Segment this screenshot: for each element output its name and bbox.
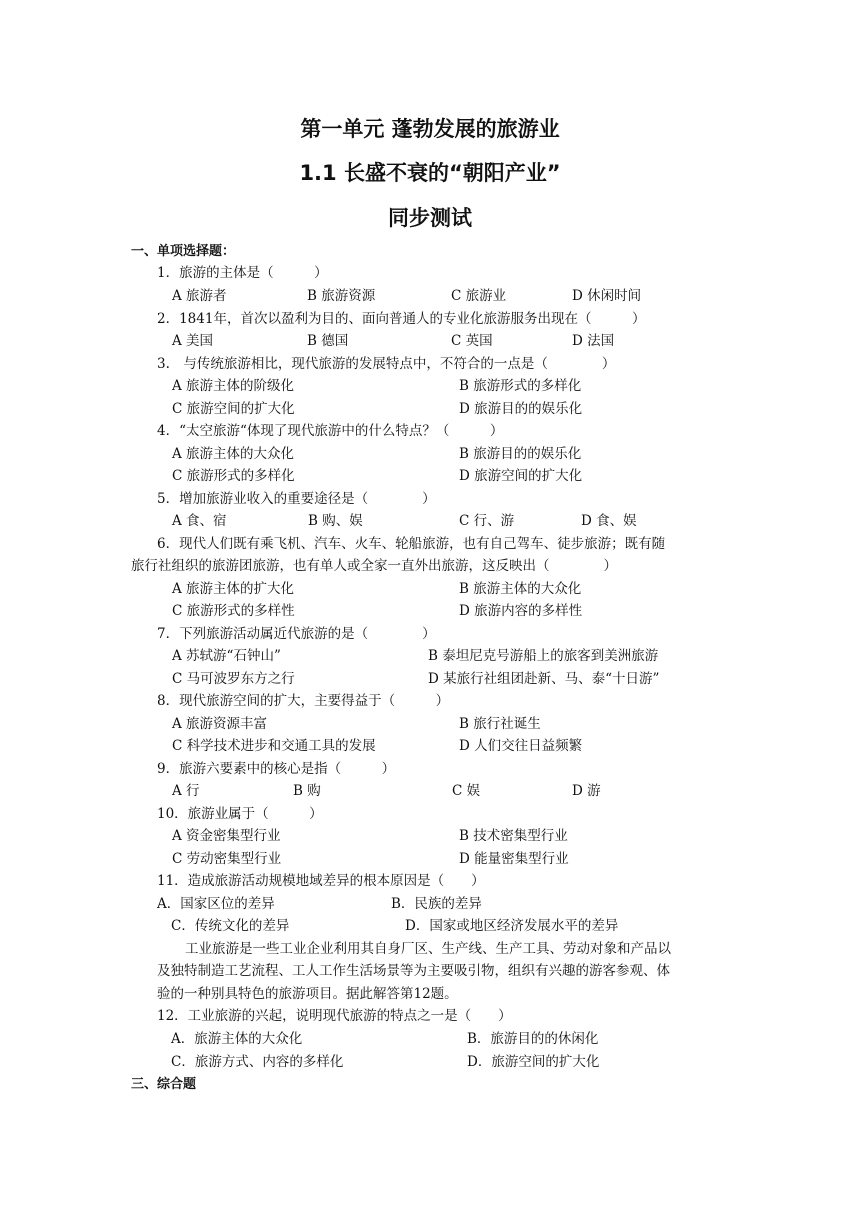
question-stem: 4．“太空旅游“体现了现代旅游中的什么特点？（ ）: [157, 423, 504, 439]
option-c: C 娱: [452, 783, 481, 799]
option-b: B 旅游形式的多样化: [459, 378, 582, 394]
option-c: C 旅游空间的扩大化: [172, 401, 295, 417]
option-c: C 旅游业: [451, 288, 507, 304]
option-d: D．国家或地区经济发展水平的差异: [405, 918, 619, 934]
option-d: D 人们交往日益频繁: [459, 738, 583, 754]
question-stem: 6．现代人们既有乘飞机、汽车、火车、轮船旅游，也有自己驾车、徒步旅游；既有随: [157, 536, 666, 552]
option-d: D 食、娱: [581, 513, 637, 529]
option-b: B 旅游目的的娱乐化: [459, 446, 582, 462]
option-a: A．旅游主体的大众化: [171, 1031, 303, 1047]
option-b: B．旅游目的的休闲化: [467, 1031, 599, 1047]
option-d: D 能量密集型行业: [459, 851, 569, 867]
question-stem: 1．旅游的主体是（ ）: [157, 265, 328, 281]
option-a: A．国家区位的差异: [157, 896, 275, 912]
option-a: A 苏轼游“石钟山”: [172, 648, 281, 664]
option-b: B．民族的差异: [391, 896, 482, 912]
lesson-title: 1.1 长盛不衰的“朝阳产业”: [299, 161, 561, 185]
passage-line: 工业旅游是一些工业企业利用其自身厂区、生产线、生产工具、劳动对象和产品以: [185, 941, 671, 957]
option-c: C 行、游: [459, 513, 515, 529]
option-a: A 旅游者: [172, 288, 227, 304]
option-b: B 购: [293, 783, 321, 799]
option-a: A 旅游主体的阶级化: [172, 378, 295, 394]
question-stem: 11．造成旅游活动规模地域差异的根本原因是（ ）: [157, 873, 485, 889]
question-stem: 10．旅游业属于（ ）: [157, 806, 323, 822]
option-d: D 旅游内容的多样性: [459, 603, 583, 619]
question-stem: 12．工业旅游的兴起，说明现代旅游的特点之一是（ ）: [157, 1008, 512, 1024]
option-a: A 美国: [172, 333, 214, 349]
passage-line: 验的一种别具特色的旅游项目。据此解答第12题。: [157, 986, 458, 1002]
option-a: A 旅游资源丰富: [172, 716, 268, 732]
passage-line: 及独特制造工艺流程、工人工作生活场景等为主要吸引物，组织有兴趣的游客参观、体: [157, 963, 670, 979]
option-b: B 技术密集型行业: [459, 828, 568, 844]
option-d: D 法国: [572, 333, 615, 349]
option-a: A 资金密集型行业: [172, 828, 281, 844]
option-b: B 旅行社诞生: [459, 716, 541, 732]
option-b: B 泰坦尼克号游船上的旅客到美洲旅游: [428, 648, 659, 664]
option-a: A 旅游主体的扩大化: [172, 581, 295, 597]
option-c: C 旅游形式的多样化: [172, 468, 295, 484]
option-a: A 食、宿: [172, 513, 227, 529]
option-d: D 旅游空间的扩大化: [459, 468, 583, 484]
option-c: C 科学技术进步和交通工具的发展: [172, 738, 376, 754]
option-b: B 购、娱: [308, 513, 363, 529]
question-stem: 2．1841年，首次以盈利为目的、面向普通人的专业化旅游服务出现在（ ）: [157, 311, 646, 327]
question-stem: 3. 与传统旅游相比，现代旅游的发展特点中，不符合的一点是（ ）: [157, 356, 616, 372]
option-b: B 旅游资源: [307, 288, 376, 304]
question-stem: 5．增加旅游业收入的重要途径是（ ）: [157, 491, 436, 507]
option-a: A 行: [172, 783, 200, 799]
option-d: D 游: [572, 783, 601, 799]
option-d: D 某旅行社组团赴新、马、泰“十日游”: [428, 671, 660, 687]
option-c: C．旅游方式、内容的多样化: [171, 1054, 344, 1070]
unit-title: 第一单元 蓬勃发展的旅游业: [300, 117, 560, 141]
option-d: D 旅游目的的娱乐化: [459, 401, 583, 417]
option-c: C 劳动密集型行业: [172, 851, 282, 867]
option-b: B 旅游主体的大众化: [459, 581, 582, 597]
option-c: C 英国: [451, 333, 493, 349]
option-c: C．传统文化的差异: [171, 918, 290, 934]
question-stem-continued: 旅行社组织的旅游团旅游，也有单人或全家一直外出旅游，这反映出（ ）: [131, 558, 617, 574]
test-title: 同步测试: [388, 206, 472, 230]
option-d: D．旅游空间的扩大化: [467, 1054, 600, 1070]
question-stem: 9．旅游六要素中的核心是指（ ）: [157, 761, 396, 777]
option-d: D 休闲时间: [572, 288, 642, 304]
section-heading-comprehensive: 三、综合题: [131, 1077, 197, 1092]
option-a: A 旅游主体的大众化: [172, 446, 295, 462]
question-stem: 7．下列旅游活动属近代旅游的是（ ）: [157, 626, 436, 642]
question-stem: 8．现代旅游空间的扩大，主要得益于（ ）: [157, 693, 450, 709]
section-heading-single-choice: 一、单项选择题：: [131, 244, 236, 259]
option-c: C 马可波罗东方之行: [172, 671, 295, 687]
option-b: B 德国: [307, 333, 349, 349]
option-c: C 旅游形式的多样性: [172, 603, 295, 619]
